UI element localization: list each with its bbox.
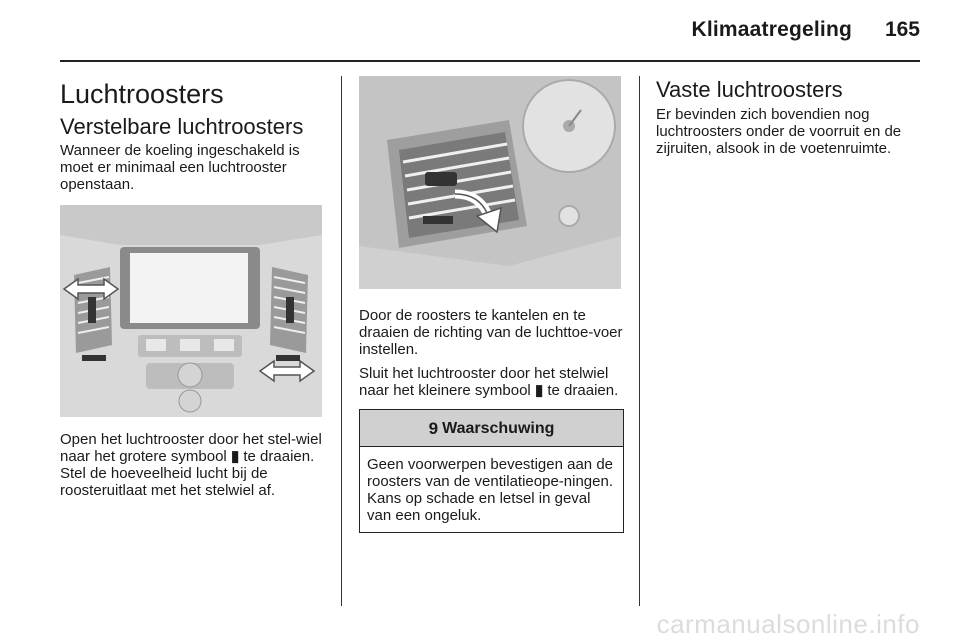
column-divider-2 xyxy=(639,76,640,606)
warning-text: Geen voorwerpen bevestigen aan de roosters van de ventilatieope-ningen. Kans op schade en letsel in geval van een ongeluk. xyxy=(367,456,614,524)
caption-open-text-2: te draaien. Stel de hoeveelheid lucht bij de roosteruitlaat met het stelwiel af. xyxy=(60,448,315,499)
header-rule xyxy=(60,60,920,62)
intro-paragraph: Wanneer de koeling ingeschakeld is moet er minimaal een luchtrooster openstaan. xyxy=(60,142,300,193)
fixed-vents-paragraph: Er bevinden zich bovendien nog luchtroosters onder de voorruit en de zijruiten, alsook in de voetenruimte. xyxy=(656,106,902,157)
small-symbol-icon: ▮ xyxy=(534,382,544,399)
warning-triangle-icon: 9 xyxy=(428,418,439,438)
paragraph-tilt-rotate: Door de roosters te kantelen en te draaien de richting van de luchttoe-voer instellen. xyxy=(359,307,623,358)
page-header-title: Klimaatregeling xyxy=(691,18,852,41)
subsection-title: Verstelbare luchtroosters xyxy=(60,114,304,139)
column-2 xyxy=(359,72,624,533)
watermark: carmanualsonline.info xyxy=(656,609,920,639)
warning-header xyxy=(360,410,623,447)
paragraph-close-vent xyxy=(359,365,624,399)
vent-closeup-svg xyxy=(359,76,621,289)
warning-box xyxy=(359,409,624,533)
section-title: Luchtroosters xyxy=(60,79,224,109)
column-3 xyxy=(656,72,924,164)
column-divider-1 xyxy=(341,76,342,606)
warning-title: Waarschuwing xyxy=(442,419,555,437)
dashboard-vents-illustration xyxy=(60,205,322,417)
large-symbol-icon: ▮ xyxy=(230,448,240,465)
page-number: 165 xyxy=(884,18,920,41)
column-1 xyxy=(60,72,325,506)
dashboard-vents-svg xyxy=(60,205,322,417)
fixed-vents-title: Vaste luchtroosters xyxy=(656,77,843,102)
caption-open-text-1: Open het luchtrooster door het stel-wiel naar het grotere symbool xyxy=(60,431,322,465)
caption-open-vent xyxy=(60,431,325,499)
close-vent-text-1: Sluit het luchtrooster door het stelwiel naar het kleinere symbool xyxy=(359,365,609,399)
close-vent-text-2: te draaien. xyxy=(543,382,619,399)
vent-closeup-illustration xyxy=(359,76,621,289)
